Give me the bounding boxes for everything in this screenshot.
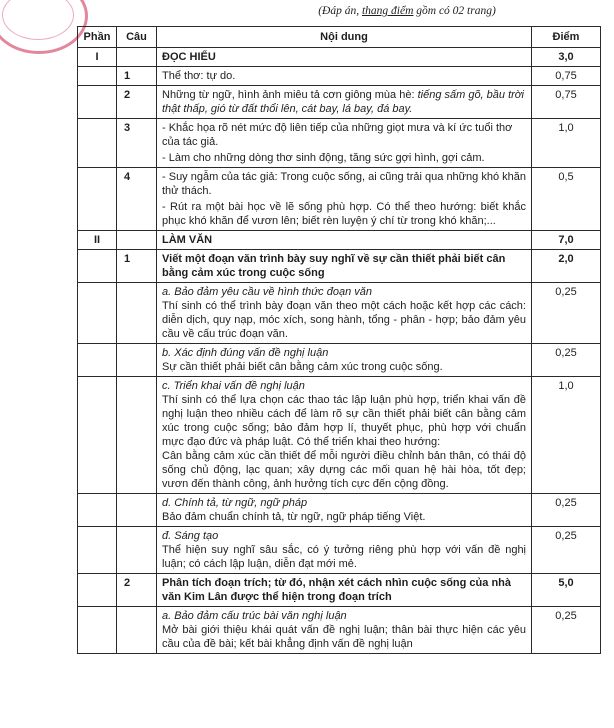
question-number: 3	[117, 119, 157, 168]
col-content-header: Nội dung	[157, 27, 532, 48]
table-row	[78, 119, 601, 168]
question-number: 2	[117, 86, 157, 119]
table-row	[78, 250, 601, 283]
answer-score: 0,5	[532, 168, 601, 231]
question-heading: Viết một đoạn văn trình bày suy nghĩ về sự cần thiết phải biết cân bằng cảm xúc trong cuộc sống	[157, 250, 532, 283]
question-number: 2	[117, 574, 157, 607]
answer-text: - Khắc họa rõ nét mức độ liên tiếp của những giọt mưa và kí ức tuổi thơ của tác giả. - Làm cho những dòng thơ sinh động, tăng sức gợi hình, gợi cảm.	[157, 119, 532, 168]
answer-score: 1,0	[532, 119, 601, 168]
table-row	[78, 344, 601, 377]
table-row	[78, 574, 601, 607]
criterion: c. Triển khai vấn đề nghị luận Thí sinh có thể lựa chọn các thao tác lập luận phù hợp, triển khai vấn đề nghị luận theo nhiều cách để làm rõ sự cần thiết phải biết cân bằng cảm xúc trong cuộc sống; bảo đảm hợp lí, thuyết phục, phù hợp với chuẩn mực đạo đức và pháp luật. Có thể triển khai theo hướng: Cân bằng cảm xúc cần thiết để mỗi người điều chỉnh bản thân, có thái độ sống chủ động, lạc quan; xây dựng các mối quan hệ hài hòa, tốt đẹp; vươn đến thành công, ảnh hưởng tích cực đến cộng đồng.	[157, 377, 532, 494]
part-number: I	[78, 48, 117, 67]
section-row-reading	[78, 48, 601, 67]
table-row	[78, 86, 601, 119]
question-number: 1	[117, 250, 157, 283]
table-row	[78, 168, 601, 231]
answer-text: Những từ ngữ, hình ảnh miêu tả cơn giông mùa hè: tiếng sấm gõ, bầu trời thật thấp, gió từ đất thổi lên, cát bay, lá bay, đá bay.	[157, 86, 532, 119]
criterion-score: 0,25	[532, 527, 601, 574]
answer-score: 0,75	[532, 67, 601, 86]
criterion: a. Bảo đảm yêu cầu về hình thức đoạn văn Thí sinh có thể trình bày đoạn văn theo một cách hoặc kết hợp các cách: diễn dịch, quy nạp, móc xích, song hành, tổng - phân - hợp; bảo đảm yêu cầu về cấu trúc đoạn văn.	[157, 283, 532, 344]
table-row	[78, 607, 601, 654]
answer-text: Thể thơ: tự do.	[157, 67, 532, 86]
table-row	[78, 527, 601, 574]
table-row	[78, 494, 601, 527]
question-number: 1	[117, 67, 157, 86]
section-row-writing	[78, 231, 601, 250]
section-title: LÀM VĂN	[157, 231, 532, 250]
criterion: a. Bảo đảm cấu trúc bài văn nghị luận Mở bài giới thiệu khái quát vấn đề nghị luận; thân bài thực hiện các yêu cầu của đề bài; kết bài khẳng định vấn đề nghị luận	[157, 607, 532, 654]
question-number: 4	[117, 168, 157, 231]
question-score: 2,0	[532, 250, 601, 283]
answer-key-table	[77, 26, 601, 654]
criterion-score: 0,25	[532, 344, 601, 377]
criterion-score: 1,0	[532, 377, 601, 494]
answer-score: 0,75	[532, 86, 601, 119]
col-question-header: Câu	[117, 27, 157, 48]
part-number: II	[78, 231, 117, 250]
table-row	[78, 67, 601, 86]
criterion: b. Xác định đúng vấn đề nghị luận Sự cần thiết phải biết cân bằng cảm xúc trong cuộc sống.	[157, 344, 532, 377]
criterion: d. Chính tả, từ ngữ, ngữ pháp Bảo đảm chuẩn chính tả, từ ngữ, ngữ pháp tiếng Việt.	[157, 494, 532, 527]
answer-text: - Suy ngẫm của tác giả: Trong cuộc sống, ai cũng trải qua những khó khăn thử thách. - Rút ra một bài học về lẽ sống phù hợp. Có thể theo hướng: biết khắc phục khó khăn để vươn lên; biết rèn luyện ý chí từ trong khó khăn;...	[157, 168, 532, 231]
criterion-score: 0,25	[532, 607, 601, 654]
col-score-header: Điểm	[532, 27, 601, 48]
table-row	[78, 377, 601, 494]
section-score: 7,0	[532, 231, 601, 250]
question-heading: Phân tích đoạn trích; từ đó, nhận xét cách nhìn cuộc sống của nhà văn Kim Lân được thể hiện trong đoạn trích	[157, 574, 532, 607]
criterion-score: 0,25	[532, 283, 601, 344]
section-score: 3,0	[532, 48, 601, 67]
answer-key-note: (Đáp án, thang điểm gồm có 02 trang)	[318, 5, 496, 17]
criterion-score: 0,25	[532, 494, 601, 527]
table-row	[78, 283, 601, 344]
section-title: ĐỌC HIỂU	[157, 48, 532, 67]
question-score: 5,0	[532, 574, 601, 607]
table-header-row	[78, 27, 601, 48]
col-part-header: Phần	[78, 27, 117, 48]
criterion: đ. Sáng tạo Thể hiện suy nghĩ sâu sắc, có ý tưởng riêng phù hợp với vấn đề nghị luận; có cách lập luận, diễn đạt mới mẻ.	[157, 527, 532, 574]
